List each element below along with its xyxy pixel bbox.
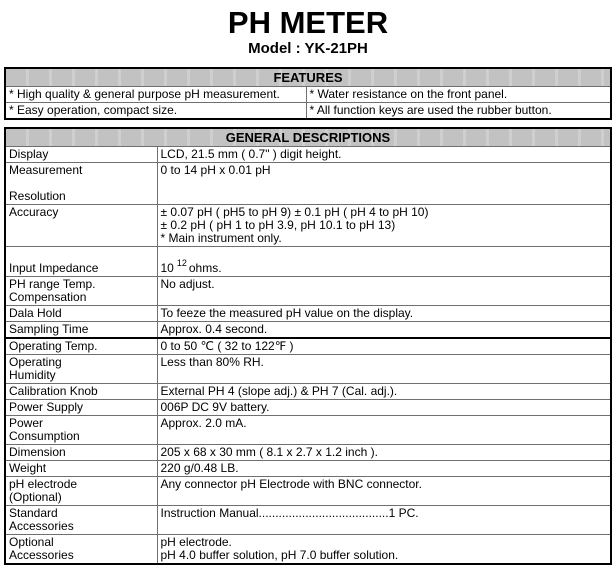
spec-label: Operating Humidity	[5, 355, 157, 384]
feature-cell: * All function keys are used the rubber button.	[306, 103, 611, 120]
spec-value: ± 0.07 pH ( pH5 to pH 9) ± 0.1 pH ( pH 4 to pH 10) ± 0.2 pH ( pH 1 to pH 3.9, pH 10.1 to pH 13) * Main instrument only.	[157, 205, 611, 247]
page-title: PH METER	[227, 5, 389, 40]
spec-label: Accuracy	[5, 205, 157, 247]
spec-row-operating-temp	[5, 338, 611, 355]
spec-label: pH electrode (Optional)	[5, 477, 157, 506]
spec-row-power-supply	[5, 400, 611, 416]
spec-value: Less than 80% RH.	[157, 355, 611, 384]
spec-value: Approx. 0.4 second.	[157, 322, 611, 339]
spec-label: Calibration Knob	[5, 384, 157, 400]
spec-row-weight	[5, 461, 611, 477]
spec-value: Approx. 2.0 mA.	[157, 416, 611, 445]
features-table	[4, 67, 612, 120]
spec-row-operating-humidity	[5, 355, 611, 384]
features-row	[5, 103, 611, 120]
spec-value: 0 to 14 pH x 0.01 pH	[157, 163, 611, 205]
spec-value: 205 x 68 x 30 mm ( 8.1 x 2.7 x 1.2 inch ).	[157, 445, 611, 461]
spec-value: Instruction Manual.......................................1 PC.	[157, 506, 611, 535]
spec-label: Power Supply	[5, 400, 157, 416]
features-row	[5, 87, 611, 103]
spec-row-calibration-knob	[5, 384, 611, 400]
spec-value: Any connector pH Electrode with BNC connector.	[157, 477, 611, 506]
features-header-row	[5, 68, 611, 87]
model-subtitle: Model : YK-21PH	[248, 40, 368, 57]
spec-value: pH electrode. pH 4.0 buffer solution, pH 7.0 buffer solution.	[157, 535, 611, 565]
spec-label: Optional Accessories	[5, 535, 157, 565]
spec-value: 220 g/0.48 LB.	[157, 461, 611, 477]
spec-row-input-impedance	[5, 247, 611, 277]
spec-row-sampling-time	[5, 322, 611, 339]
general-descriptions-table	[4, 127, 612, 565]
spec-row-standard-accessories	[5, 506, 611, 535]
spec-value: LCD, 21.5 mm ( 0.7" ) digit height.	[157, 147, 611, 163]
spec-value: To feeze the measured pH value on the display.	[157, 306, 611, 322]
feature-cell: * Water resistance on the front panel.	[306, 87, 611, 103]
spec-value: 10 $^{12}$ ohms.	[157, 247, 611, 277]
spec-label: PH range Temp. Compensation	[5, 277, 157, 306]
spec-label: Weight	[5, 461, 157, 477]
spec-label: Sampling Time	[5, 322, 157, 339]
spec-label: Input Impedance	[5, 247, 157, 277]
spec-label: Standard Accessories	[5, 506, 157, 535]
spec-label: Display	[5, 147, 157, 163]
spec-row-ph-electrode-optional	[5, 477, 611, 506]
spec-row-dimension	[5, 445, 611, 461]
spec-label: Measurement Resolution	[5, 163, 157, 205]
feature-cell: * High quality & general purpose pH measurement.	[5, 87, 306, 103]
exponent: 12	[176, 258, 187, 268]
spec-label: Operating Temp.	[5, 338, 157, 355]
spec-row-display	[5, 147, 611, 163]
spec-value: 0 to 50 ℃ ( 32 to 122℉ )	[157, 338, 611, 355]
spec-value: No adjust.	[157, 277, 611, 306]
feature-cell: * Easy operation, compact size.	[5, 103, 306, 120]
features-header: FEATURES	[5, 68, 611, 87]
spec-label: Power Consumption	[5, 416, 157, 445]
spec-row-ph-range-temp-compensation	[5, 277, 611, 306]
spec-row-optional-accessories	[5, 535, 611, 565]
spec-row-accuracy	[5, 205, 611, 247]
spec-row-measurement-resolution	[5, 163, 611, 205]
general-header: GENERAL DESCRIPTIONS	[5, 128, 611, 147]
spec-value: External PH 4 (slope adj.) & PH 7 (Cal. adj.).	[157, 384, 611, 400]
spec-label: Dala Hold	[5, 306, 157, 322]
spec-row-power-consumption	[5, 416, 611, 445]
general-header-row	[5, 128, 611, 147]
spec-label: Dimension	[5, 445, 157, 461]
spec-row-data-hold	[5, 306, 611, 322]
spec-value: 006P DC 9V battery.	[157, 400, 611, 416]
